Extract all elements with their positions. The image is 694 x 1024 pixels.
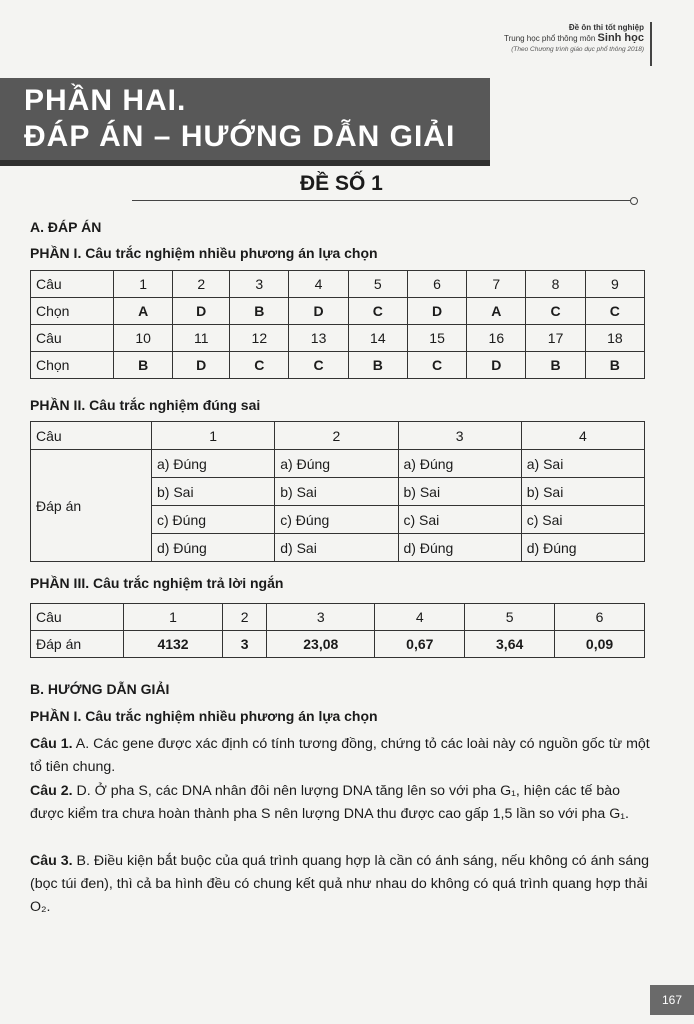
table-row xyxy=(31,422,645,450)
table-cell: C xyxy=(348,298,407,325)
explanation-text: B. Điều kiện bắt buộc của quá trình quang hợp là cần có ánh sáng, nếu không có ánh sáng (bọc túi đen), thì cả ba hình đều có chung kết quả như nhau do không có quá trình quang hợp thải O₂. xyxy=(30,853,650,915)
table-cell: 14 xyxy=(348,325,407,352)
table-row xyxy=(31,271,645,298)
table-cell: Đáp án xyxy=(31,450,152,562)
table-cell: Chọn xyxy=(31,298,114,325)
title-rule xyxy=(132,200,632,201)
table-cell: d) Sai xyxy=(275,534,398,562)
table-cell: 6 xyxy=(555,604,645,631)
table-cell: c) Đúng xyxy=(152,506,275,534)
table-cell: Chọn xyxy=(31,352,114,379)
explanation-1 xyxy=(30,733,655,779)
table-cell: 23,08 xyxy=(267,631,375,658)
table-cell: a) Đúng xyxy=(398,450,521,478)
table-cell: 1 xyxy=(114,271,173,298)
table-cell: 7 xyxy=(467,271,526,298)
section-b-heading: B. HƯỚNG DẪN GIẢI xyxy=(30,681,170,697)
table-cell: 4 xyxy=(375,604,465,631)
table-cell: 12 xyxy=(230,325,289,352)
header-line2-prefix: Trung học phổ thông môn xyxy=(503,34,596,43)
part3-answer-table xyxy=(30,603,645,658)
table-cell: C xyxy=(407,352,466,379)
table-cell: D xyxy=(289,298,348,325)
table-cell: A xyxy=(467,298,526,325)
table-cell: C xyxy=(289,352,348,379)
table-cell: 3 xyxy=(398,422,521,450)
table-cell: 5 xyxy=(465,604,555,631)
table-cell: a) Đúng xyxy=(275,450,398,478)
table-cell: 3 xyxy=(267,604,375,631)
table-cell: 3,64 xyxy=(465,631,555,658)
table-row xyxy=(31,325,645,352)
table-cell: 18 xyxy=(585,325,644,352)
table-cell: a) Sai xyxy=(521,450,644,478)
title-rule-dot xyxy=(630,197,638,205)
table-cell: 3 xyxy=(230,271,289,298)
exam-title: ĐỀ SỐ 1 xyxy=(300,172,383,195)
table-cell: 5 xyxy=(348,271,407,298)
table-cell: 10 xyxy=(114,325,173,352)
table-row xyxy=(31,631,645,658)
banner-title-2: ĐÁP ÁN – HƯỚNG DẪN GIẢI xyxy=(24,120,456,153)
table-cell: 17 xyxy=(526,325,585,352)
header-line2 xyxy=(504,33,644,44)
table-row xyxy=(31,604,645,631)
header-subject: Sinh học xyxy=(597,32,644,44)
banner-shadow xyxy=(0,160,490,166)
table-cell: 3 xyxy=(223,631,267,658)
table-cell: 6 xyxy=(407,271,466,298)
explanation-text: D. Ở pha S, các DNA nhân đôi nên lượng DNA tăng lên so với pha G₁, hiện các tế bào được kiểm tra chưa hoàn thành pha S nên lượng DNA thu được cao gấp 1,5 lần so với pha G₁. xyxy=(30,783,629,822)
table-cell: d) Đúng xyxy=(152,534,275,562)
table-cell: c) Đúng xyxy=(275,506,398,534)
explanation-label: Câu 2. xyxy=(30,783,73,799)
table-cell: c) Sai xyxy=(398,506,521,534)
table-cell: D xyxy=(173,352,230,379)
part2-answer-table xyxy=(30,421,645,562)
table-cell: 9 xyxy=(585,271,644,298)
running-header xyxy=(504,22,652,55)
table-cell: b) Sai xyxy=(398,478,521,506)
table-cell: 0,67 xyxy=(375,631,465,658)
table-cell: Câu xyxy=(31,271,114,298)
table-row xyxy=(31,352,645,379)
guide-part1-heading: PHẦN I. Câu trắc nghiệm nhiều phương án lựa chọn xyxy=(30,708,378,724)
table-row xyxy=(31,450,645,478)
header-line3: (Theo Chương trình giáo dục phổ thông 2018) xyxy=(511,46,644,53)
table-cell: B xyxy=(585,352,644,379)
table-cell: d) Đúng xyxy=(398,534,521,562)
table-cell: 4132 xyxy=(124,631,223,658)
table-cell: 15 xyxy=(407,325,466,352)
explanation-3 xyxy=(30,850,655,919)
table-cell: Đáp án xyxy=(31,631,124,658)
bleed-through-text xyxy=(30,40,34,55)
table-cell: b) Sai xyxy=(521,478,644,506)
table-cell: 1 xyxy=(124,604,223,631)
table-cell: 11 xyxy=(173,325,230,352)
table-cell: D xyxy=(173,298,230,325)
page-number: 167 xyxy=(650,985,694,1015)
table-cell: a) Đúng xyxy=(152,450,275,478)
explanation-label: Câu 3. xyxy=(30,853,73,869)
table-cell: 4 xyxy=(289,271,348,298)
table-cell: b) Sai xyxy=(275,478,398,506)
table-cell: B xyxy=(230,298,289,325)
part3-heading: PHẦN III. Câu trắc nghiệm trả lời ngắn xyxy=(30,575,284,591)
table-cell: A xyxy=(114,298,173,325)
table-cell: D xyxy=(407,298,466,325)
table-cell: 16 xyxy=(467,325,526,352)
header-line1: Đề ôn thi tốt nghiệp xyxy=(568,23,644,32)
table-cell: 2 xyxy=(223,604,267,631)
table-cell: B xyxy=(348,352,407,379)
banner-title-1: PHẦN HAI. xyxy=(24,84,187,117)
table-cell: B xyxy=(526,352,585,379)
explanation-label: Câu 1. xyxy=(30,736,73,752)
part1-answer-table xyxy=(30,270,645,379)
table-cell: B xyxy=(114,352,173,379)
table-cell: 2 xyxy=(275,422,398,450)
table-cell: b) Sai xyxy=(152,478,275,506)
section-a-heading: A. ĐÁP ÁN xyxy=(30,219,102,235)
part1-heading: PHẦN I. Câu trắc nghiệm nhiều phương án lựa chọn xyxy=(30,245,378,261)
table-cell: Câu xyxy=(31,604,124,631)
explanation-text: A. Các gene được xác định có tính tương đồng, chứng tỏ các loài này có nguồn gốc từ một tổ tiên chung. xyxy=(30,736,650,775)
table-row xyxy=(31,298,645,325)
part-banner xyxy=(0,78,490,160)
header-divider xyxy=(650,22,652,66)
table-cell: c) Sai xyxy=(521,506,644,534)
table-cell: Câu xyxy=(31,422,152,450)
table-cell: D xyxy=(467,352,526,379)
table-cell: 2 xyxy=(173,271,230,298)
table-cell: d) Đúng xyxy=(521,534,644,562)
table-cell: C xyxy=(230,352,289,379)
table-cell: 4 xyxy=(521,422,644,450)
table-cell: 8 xyxy=(526,271,585,298)
table-cell: 0,09 xyxy=(555,631,645,658)
table-cell: 13 xyxy=(289,325,348,352)
table-cell: Câu xyxy=(31,325,114,352)
table-cell: 1 xyxy=(152,422,275,450)
table-cell: C xyxy=(526,298,585,325)
explanation-2 xyxy=(30,780,655,826)
table-cell: C xyxy=(585,298,644,325)
part2-heading: PHẦN II. Câu trắc nghiệm đúng sai xyxy=(30,397,261,413)
